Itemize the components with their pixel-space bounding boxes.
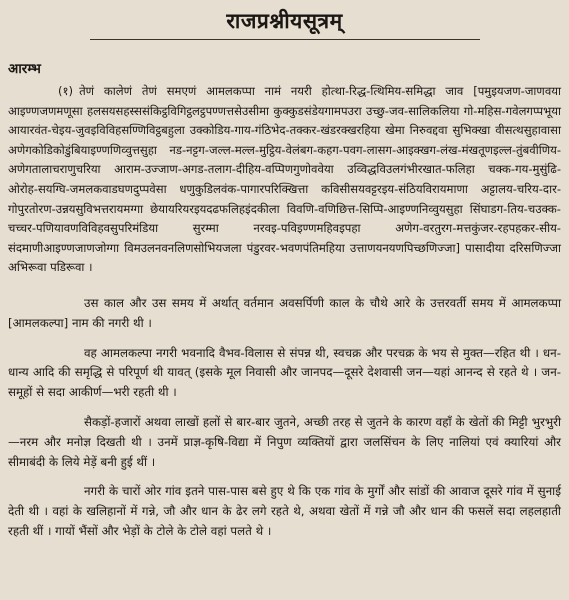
page-title: राजप्रश्नीयसूत्रम्	[90, 4, 480, 40]
hindi-paragraph-3: सैकड़ों-हजारों अथवा लाखों हलों से बार-बार जुतने, अच्छी तरह से जुतने के कारण वहाँ के खेतों की मिट्टी भुरभुरी—नरम और मनोज्ञ दिखती थी । उनमें प्राज्ञ-कृषि-विद्या में निपुण व्यक्तियों द्वारा जलसिंचन के लिए नालियां एवं क्यारियां और सीमाबंदी के लिये मेड़ें बनी हुई थीं ।	[8, 414, 561, 469]
section-heading: आरम्भ	[8, 61, 41, 77]
hindi-paragraph-1: उस काल और उस समय में अर्थात् वर्तमान अवसर्पिणी काल के चौथे आरे के उत्तरवर्ती समय में आमलकप्पा [आमलकल्पा] नाम की नगरी थी ।	[8, 295, 561, 330]
sutra-paragraph	[8, 82, 561, 278]
hindi-paragraph-4: नगरी के चारों ओर गांव इतने पास-पास बसे हुए थे कि एक गांव के मुर्गों और सांडों की आवाज दूसरे गांव में सुनाई देती थी । वहां के खलिहानों में गन्ने, जौ और धान के ढेर लगे रहते थे, अथवा खेतों में गन्ने जौ और धान की फसलें सदा लहलहाती रहती थीं । गायों भैंसों और भेड़ों के टोले के टोले वहां पलते थे ।	[8, 484, 561, 538]
sutra-text: तेणं कालेणं तेणं समएणं आमलकप्पा नामं नयरी होत्था-रिद्ध-त्थिमिय-समिद्धा जाव [पमुइयजण-जाणवया आइण्णजणमणूसा हलसयसहस्ससंकिट्ठविगिट्ठलट्ठपण्णत्तसेउसीमा कुक्कुडसंडेयगामपउरा उच्छु-जव-सालिकलिया गो-महिस-गवेलगप्पभूया आयारवंत-चेइय-जुवइविविहसण्णिविट्ठबहुला उक्कोडिय-गाय-गंठिभेद-तक्कर-खंडरक्खरहिया खेमा निरुवद्दवा सुभिक्खा वीसत्थसुहावासा अणेगकोडिकोडुंबियाइण्णणिव्वुत्तसुहा नड-नट्टग-जल्ल-मल्ल-मुट्ठिय-वेलंबग-कहग-पवग-लासग-आइक्खग-लंख-मंखतूणइल्ल-तुंबवीणिय-अणेगतालाचराणुचरिया आराम-उज्जाण-अगड-तलाग-दीहिय-वप्पिणगुणोववेया उव्विद्धविउलगंभीरखात-फलिहा चक्क-गय-मुसुंढि-ओरोह-सयग्घि-जमलकवाडघणदुप्पवेसा धणुकुडिलवंक-पागारपरिक्खित्ता कविसीसयवट्टरइय-संठियविरायमाणा अट्टालय-चरिय-दार-गोपुरतोरण-उन्नयसुविभत्तरायमग्गा छेयायरियरइयदढफलिहइंदकीला विवणि-वणिछित्त-सिप्पि-आइण्णनिव्वुयसुहा सिंघाडग-तिय-चउक्क-चच्चर-पणियावणविविहवसुपरिमंडिया सुरम्मा नरवइ-पविइण्णमहिवइपहा अणेग-वरतुरग-मत्तकुंजर-रहपहकर-सीय-संदमाणीआइण्णजाणजोग्गा विमउलनवनलिणसोभियजला पंडुरवर-भवणपंतिमहिया उत्ताणयनयणपिच्छणिज्जा] पासादीया दरिसणिज्जा अभिरूवा पडिरूवा ।	[8, 84, 561, 275]
sutra-number: (१)	[58, 84, 74, 98]
hindi-paragraph-2: वह आमलकल्पा नगरी भवनादि वैभव-विलास से संपन्न थी, स्वचक्र और परचक्र के भय से मुक्त—रहित थी । धन-धान्य आदि की समृद्धि से परिपूर्ण थी यावत् (इसके मूल निवासी और जानपद—दूसरे देशवासी जन—यहां आनन्द से रहते थे । जन-समूहों से सदा आकीर्ण—भरी रहती थी ।	[8, 345, 561, 400]
